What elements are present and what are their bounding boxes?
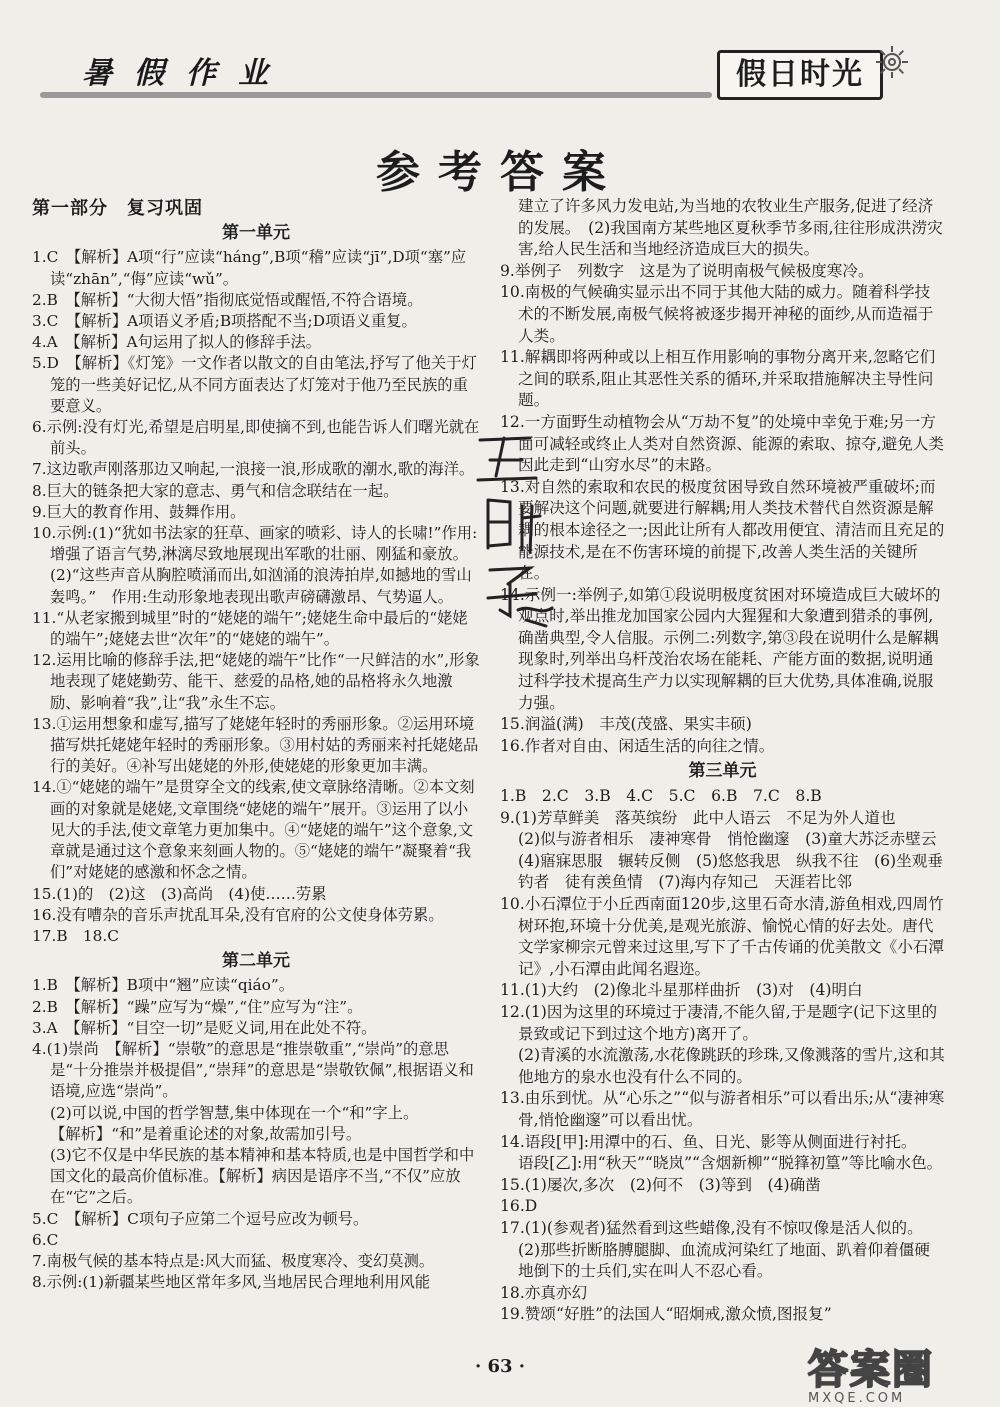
answer-line: 8.示例:(1)新疆某些地区常年多风,当地居民合理地利用风能 (32, 1273, 431, 1292)
answer-line: 11.(1)大约 (2)像北斗星那样曲折 (3)对 (4)明白 (500, 981, 863, 1000)
handwriting-annotation (470, 420, 560, 630)
answer-line: 7.这边歌声刚落那边又响起,一浪接一浪,形成歌的潮水,歌的海洋。 (32, 460, 475, 479)
answer-line: 10.南极的气候确实显示出不同于其他大陆的威力。随着科学技术的不断发展,南极气候将被逐步揭开神秘的面纱,从而造福于人类。 (500, 283, 934, 345)
watermark-sub: MXQE.COM (808, 1391, 906, 1406)
page-header (0, 0, 1000, 110)
answer-line: 3.C 【解析】A项语义矛盾;B项搭配不当;D项语义重复。 (32, 312, 417, 331)
watermark-main: 答案圈 (808, 1347, 934, 1393)
answer-line: 1.C 【解析】A项“行”应读“háng”,B项“稽”应读“jī”,D项“塞”应读“zhān”,“侮”应读“wǔ”。 (32, 248, 467, 288)
answer-line: 15.润溢(满) 丰茂(茂盛、果实丰硕) (500, 715, 752, 734)
answer-line: 1.B 【解析】B项中“翘”应读“qiáo”。 (32, 976, 294, 995)
answer-line: 12.一方面野生动植物会从“万劫不复”的处境中幸免于难;另一方面可减轻或终止人类对自然资源、能源的索取、掠夺,避免人类因此走到“山穷水尽”的末路。 (500, 412, 944, 475)
answer-line: 9.巨大的教育作用、鼓舞作用。 (32, 502, 246, 521)
watermark (808, 1338, 934, 1406)
answers-column-right (500, 196, 953, 1326)
answer-line: 【解析】“和”是着重论述的对象,故需加引号。 (50, 1124, 362, 1143)
answer-line: 19.赞颂“好胜”的法国人“昭炯戒,激众愤,图报复” (500, 1305, 832, 1324)
answer-line: 11.“从老家搬到城里”时的“姥姥的端午”;姥姥生命中最后的“姥姥的端午”;姥姥去世“次年”的“姥姥的端午”。 (32, 608, 468, 649)
answer-line: 4.A 【解析】A句运用了拟人的修辞手法。 (32, 333, 322, 352)
answer-line: 17.(1)(参观者)猛然看到这些蜡像,没有不惊叹像是活人似的。 (2)那些折断胳膊腿脚、血流成河染红了地面、趴着仰着僵硬地倒下的士兵们,实在叫人不忍心看。 (500, 1218, 931, 1281)
answer-line: (3)它不仅是中华民族的基本精神和基本特质,也是中国哲学和中国文化的最高价值标准。【解析】病因是语序不当,“不仅”应放在“它”之后。 (50, 1145, 475, 1207)
answer-line: 14.示例一:举例子,如第①段说明极度贫困对环境造成巨大破坏的观点时,举出推龙加国家公园内大猩猩和大象遭到猎杀的事例,确凿典型,令人信服。示例二:列数字,第③段在说明什么是解耦现象时,列举出乌杆茂治农场在能耗、产能方面的数据,说明通过科学技术提高生产力以实现解耦的巨大优势,具体准确,说服力强。 (500, 585, 941, 712)
answer-line: 6.示例:没有灯光,希望是启明星,即使摘不到,也能告诉人们曙光就在前头。 (32, 418, 480, 458)
answer-line: 1.B 2.C 3.B 4.C 5.C 6.B 7.C 8.B (500, 787, 822, 806)
answer-line: 建立了许多风力发电站,为当地的农牧业生产服务,促进了经济的发展。 (2)我国南方某些地区夏秋季节多雨,往往形成洪涝灾害,给人民生活和当地经济造成巨大的损失。 (518, 197, 943, 259)
answer-line: 4.(1)崇尚 【解析】“崇敬”的意思是“推崇敬重”,“崇尚”的意思是“十分推崇并极提倡”,“崇拜”的意思是“崇敬钦佩”,根据语义和语境,应选“崇尚”。 (32, 1039, 474, 1101)
section-heading: 第一单元 (222, 223, 290, 244)
answer-line: 17.B 18.C (32, 926, 119, 945)
answer-line: 12.运用比喻的修辞手法,把“姥姥的端午”比作“一尺鲜洁的水”,形象地表现了姥姥勤劳、能干、慈爱的品格,她的品格将永久地激励、影响着“我”,让“我”永生不忘。 (32, 651, 480, 712)
page-title: 参考答案 (376, 147, 624, 198)
answer-line: 18.亦真亦幻 (500, 1283, 588, 1302)
answer-line: 6.C (32, 1230, 59, 1249)
answer-line: (2)青溪的水流激荡,水花像跳跃的珍珠,又像溅落的雪片,这和其他地方的泉水也没有什么不同的。 (518, 1046, 945, 1086)
answer-line: (2)似与游者相乐 凄神寒骨 悄怆幽邃 (3)童大苏泛赤壁云 (4)寤寐思服 辗转反侧 (5)悠悠我思 纵我不往 (6)坐观垂钓者 徒有羡鱼情 (7)海内存知己 天涯若比邻 (518, 830, 953, 892)
answer-line: 13.①运用想象和虚写,描写了姥姥年轻时的秀丽形象。②运用环境描写烘托姥姥年轻时的秀丽形象。③用村姑的秀丽来衬托姥姥品行的美好。④补写出姥姥的外形,使姥姥的形象更加丰满。 (32, 714, 479, 776)
answer-line: 5.C 【解析】C项句子应第二个逗号应改为顿号。 (32, 1209, 369, 1228)
answer-line: 11.解耦即将两种或以上相互作用影响的事物分离开来,忽略它们之间的联系,阻止其恶性关系的循环,并采取措施解决主导性问题。 (500, 348, 936, 410)
answer-line: 15.(1)的 (2)这 (3)高尚 (4)使……劳累 (32, 884, 327, 903)
answer-line: 10.示例:(1)“犹如书法家的狂草、画家的喷彩、诗人的长啸!”作用:增强了语言气势,淋漓尽致地展现出军歌的壮丽、刚猛和豪放。 (2)“这些声音从胸腔喷涌而出,如汹涌的浪涛拍岸,如撼地的雪山轰鸣。” 作用:生动形象地表现出歌声磅礴激昂、气势逼人。 (32, 524, 478, 606)
answer-line: 15.(1)屡次,多次 (2)何不 (3)等到 (4)确凿 (500, 1175, 821, 1194)
series-name: 暑假作业 (82, 56, 290, 91)
answer-line: 8.巨大的链条把大家的意志、勇气和信念联结在一起。 (32, 481, 399, 500)
answer-line: 10.小石潭位于小丘西南面120步,这里石奇水清,游鱼相戏,四周竹树环抱,环境十分优美,是观光旅游、愉悦心情的好去处。唐代文学家柳宗元曾来过这里,写下了千古传诵的优美散文《小石潭记》,小石潭由此闻名遐迩。 (500, 895, 944, 978)
page-number: · 63 · (474, 1356, 526, 1377)
answer-line: 12.(1)因为这里的环境过于凄清,不能久留,于是题字(记下这里的景致或记下到过这个地方)离开了。 (500, 1002, 938, 1043)
answers-column-left (32, 196, 480, 1293)
header-rule (40, 92, 712, 98)
gear-icon (872, 42, 912, 82)
answer-line: 5.D 【解析】《灯笼》一文作者以散文的自由笔法,抒写了他关于灯笼的一些美好记忆,从不同方面表达了灯笼对于他乃至民族的重要意义。 (32, 354, 477, 415)
brand-box: 假日时光 (717, 50, 883, 100)
answer-line: 13.由乐到忧。从“心乐之”“似与游者相乐”可以看出乐;从“凄神寒骨,悄怆幽邃”可以看出忧。 (500, 1089, 945, 1129)
answer-line: 14.语段[甲]:用潭中的石、鱼、日光、影等从侧面进行衬托。 (500, 1132, 917, 1151)
answer-line: 16.没有嘈杂的音乐声扰乱耳朵,没有官府的公文使身体劳累。 (32, 905, 444, 924)
answer-line: 2.B 【解析】“大彻大悟”指彻底觉悟或醒悟,不符合语境。 (32, 290, 423, 309)
section-heading: 第二单元 (222, 951, 290, 972)
answer-line: 7.南极气候的基本特点是:风大而猛、极度寒冷、变幻莫测。 (32, 1251, 435, 1270)
answer-line: (2)可以说,中国的哲学智慧,集中体现在一个“和”字上。 (50, 1103, 419, 1122)
answer-line: 9.举例子 列数字 这是为了说明南极气候极度寒冷。 (500, 261, 874, 280)
answer-line: 3.A 【解析】“目空一切”是贬义词,用在此处不符。 (32, 1018, 377, 1037)
answer-line: 16.作者对自由、闲适生活的向往之情。 (500, 736, 775, 755)
answer-line: 2.B 【解析】“躁”应写为“燥”,“住”应写为“注”。 (32, 997, 363, 1016)
answer-line: 14.①“姥姥的端午”是贯穿全文的线索,使文章脉络清晰。②本文刻画的对象就是姥姥,文章围绕“姥姥的端午”展开。③运用了以小见大的手法,使文章笔力更加集中。④“姥姥的端午”这个意象,文章就是通过这个意象来刻画人物的。⑤“姥姥的端午”凝聚着“我们”对姥姥的感激和怀念之情。 (32, 778, 475, 882)
answer-line: 语段[乙]:用“秋天”“晓岚”“含烟新柳”“脱箨初篁”等比喻水色。 (518, 1154, 943, 1173)
answer-line: 13.对自然的索取和农民的极度贫困导致自然环境被严重破坏;而要解决这个问题,就要进行解耦;用人类技术替代自然资源是解耦的根本途径之一;因此让所有人都改用便宜、清洁而且充足的能源技术,是在不伤害环境的前提下,改善人类生活的关键所在。 (500, 477, 945, 583)
answer-line: 9.(1)芳草鲜美 落英缤纷 此中人语云 不足为外人道也 (500, 808, 896, 827)
answer-line: 16.D (500, 1197, 538, 1216)
section-heading: 第一部分 复习巩固 (32, 198, 203, 219)
section-heading: 第三单元 (688, 761, 757, 782)
